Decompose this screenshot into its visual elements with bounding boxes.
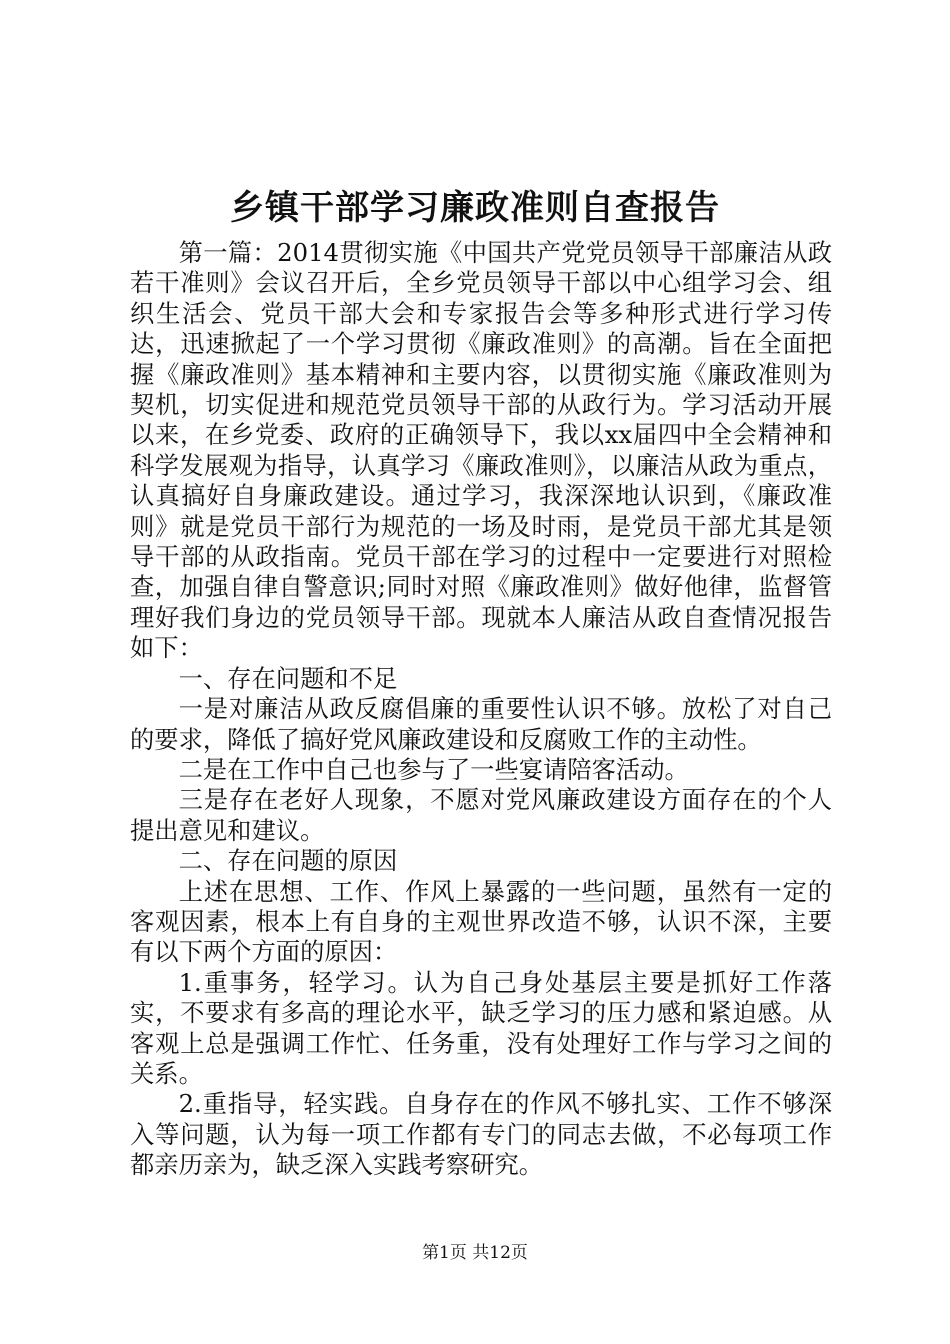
page-footer: 第1页 共12页 bbox=[422, 1243, 528, 1263]
paragraph-causes-intro: 上述在思想、工作、作风上暴露的一些问题，虽然有一定的客观因素，根本上有自身的主观世界改造不够，认识不深，主要有以下两个方面的原因： bbox=[130, 876, 832, 967]
section-heading-causes: 二、存在问题的原因 bbox=[178, 846, 398, 876]
paragraph-problem-2: 二是在工作中自己也参与了一些宴请陪客活动。 bbox=[178, 754, 689, 784]
paragraph-cause-2: 2.重指导，轻实践。自身存在的作风不够扎实、工作不够深入等问题，认为每一项工作都有专门的同志去做，不必每项工作都亲历亲为，缺乏深入实践考察研究。 bbox=[130, 1089, 832, 1180]
paragraph-problem-3: 三是存在老好人现象，不愿对党风廉政建设方面存在的个人提出意见和建议。 bbox=[130, 785, 832, 845]
paragraph-problem-1: 一是对廉洁从政反腐倡廉的重要性认识不够。放松了对自己的要求，降低了搞好党风廉政建设和反腐败工作的主动性。 bbox=[130, 694, 832, 754]
section-heading-problems: 一、存在问题和不足 bbox=[178, 663, 398, 693]
paragraph-cause-1: 1.重事务，轻学习。认为自己身处基层主要是抓好工作落实，不要求有多高的理论水平，缺乏学习的压力感和紧迫感。从客观上总是强调工作忙、任务重，没有处理好工作与学习之间的关系。 bbox=[130, 967, 832, 1088]
document-title: 乡镇干部学习廉政准则自查报告 bbox=[230, 188, 720, 228]
paragraph-intro: 第一篇：2014贯彻实施《中国共产党党员领导干部廉洁从政若干准则》会议召开后，全乡党员领导干部以中心组学习会、组织生活会、党员干部大会和专家报告会等多种形式进行学习传达，迅速掀起了一个学习贯彻《廉政准则》的高潮。旨在全面把握《廉政准则》基本精神和主要内容，以贯彻实施《廉政准则为契机，切实促进和规范党员领导干部的从政行为。学习活动开展以来，在乡党委、政府的正确领导下，我以xx届四中全会精神和科学发展观为指导，认真学习《廉政准则》，以廉洁从政为重点，认真搞好自身廉政建设。通过学习，我深深地认识到，《廉政准则》就是党员干部行为规范的一场及时雨，是党员干部尤其是领导干部的从政指南。党员干部在学习的过程中一定要进行对照检查，加强自律自警意识;同时对照《廉政准则》做好他律，监督管理好我们身边的党员领导干部。现就本人廉洁从政自查情况报告如下： bbox=[130, 238, 832, 663]
document-body bbox=[130, 238, 832, 1181]
